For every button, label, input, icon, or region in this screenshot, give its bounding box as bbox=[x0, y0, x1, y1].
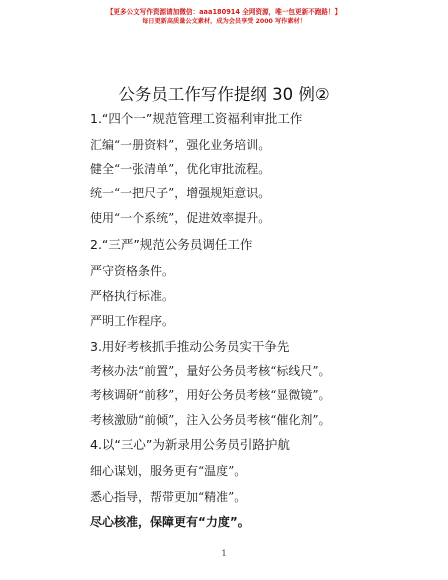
section-1-item-4: 使用“一个系统”，促进效率提升。 bbox=[90, 211, 271, 225]
section-3-item-2: 考核调研“前移”，用好公务员考核“显微镜”。 bbox=[90, 388, 331, 402]
section-4-item-2: 悉心指导，帮带更加“精准”。 bbox=[90, 490, 247, 504]
section-4-item-3: 尽心核准，保障更有“力度”。 bbox=[90, 515, 250, 529]
promo-banner-line-1: 【更多公文写作资源请加微信：aaa180914 全网资源，唯一包更新不跑路！】 bbox=[106, 8, 342, 16]
document-title: 公务员工作写作提纲 30 例② bbox=[118, 85, 330, 104]
page-number: 1 bbox=[221, 549, 227, 558]
section-3-item-3: 考核激励“前倾”，注入公务员考核“催化剂”。 bbox=[90, 413, 331, 427]
section-2-item-2: 严格执行标准。 bbox=[90, 289, 175, 303]
section-2-heading: 2.“三严”规范公务员调任工作 bbox=[90, 237, 253, 252]
section-4-item-1: 细心谋划，服务更有“温度”。 bbox=[90, 464, 247, 478]
section-1-item-3: 统一“一把尺子”，增强规矩意识。 bbox=[90, 186, 271, 200]
section-2-item-3: 严明工作程序。 bbox=[90, 314, 175, 328]
promo-banner bbox=[0, 7, 448, 27]
section-3-heading: 3.用好考核抓手推动公务员实干争先 bbox=[90, 339, 290, 354]
promo-banner-line-2: 每日更新高质量公文素材，成为会员享受 2000 写作素材！ bbox=[142, 18, 306, 25]
section-4-heading: 4.以“三心”为新录用公务员引路护航 bbox=[90, 437, 290, 452]
section-1-item-1: 汇编“一册资料”，强化业务培训。 bbox=[90, 138, 271, 152]
section-1-heading: 1.“四个一”规范管理工资福利审批工作 bbox=[90, 111, 303, 126]
section-3-item-1: 考核办法“前置”，量好公务员考核“标线尺”。 bbox=[90, 364, 331, 378]
section-1-item-2: 健全“一张清单”，优化审批流程。 bbox=[90, 162, 271, 176]
section-2-item-1: 严守资格条件。 bbox=[90, 264, 175, 278]
